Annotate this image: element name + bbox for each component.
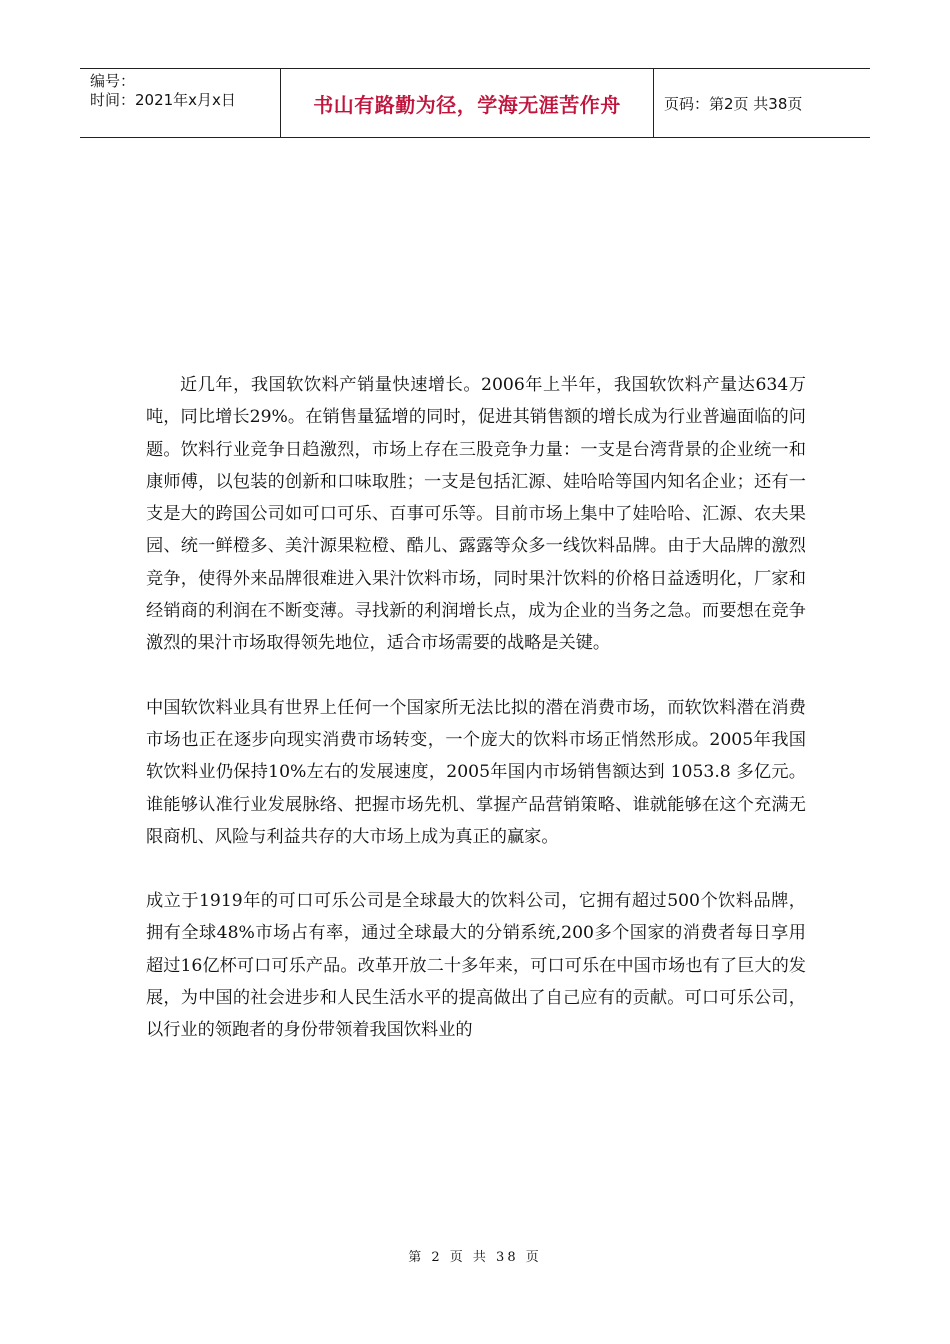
- document-body: [146, 369, 806, 1047]
- page-header: [80, 68, 870, 138]
- header-meta: [80, 69, 281, 137]
- page-footer: 第 2 页 共 38 页: [408, 1250, 542, 1265]
- paragraph: 中国软饮料业具有世界上任何一个国家所无法比拟的潜在消费市场，而软饮料潜在消费市场也正在逐步向现实消费市场转变，一个庞大的饮料市场正悄然形成。2005年我国软饮料业仍保持10%左右的发展速度，2005年国内市场销售额达到 1053.8 多亿元。谁能够认准行业发展脉络、把握市场先机、掌握产品营销策略、谁就能够在这个充满无限商机、风险与利益共存的大市场上成为真正的赢家。: [146, 697, 806, 847]
- header-motto: 书山有路勤为径，学海无涯苦作舟: [281, 69, 654, 137]
- document-time-label: 时间：2021年x月x日: [90, 91, 236, 109]
- paragraph: 成立于1919年的可口可乐公司是全球最大的饮料公司，它拥有超过500个饮料品牌，拥有全球48%市场占有率，通过全球最大的分销系统,200多个国家的消费者每日享用超过16亿杯可口可乐产品。改革开放二十多年来，可口可乐在中国市场也有了巨大的发展，为中国的社会进步和人民生活水平的提高做出了自己应有的贡献。可口可乐公司，以行业的领跑者的身份带领着我国饮料业的: [146, 891, 806, 1041]
- paragraph: 近几年，我国软饮料产销量快速增长。2006年上半年，我国软饮料产量达634万吨，同比增长29%。在销售量猛增的同时，促进其销售额的增长成为行业普遍面临的问题。饮料行业竞争日趋激烈，市场上存在三股竞争力量：一支是台湾背景的企业统一和康师傅，以包装的创新和口味取胜；一支是包括汇源、娃哈哈等国内知名企业；还有一支是大的跨国公司如可口可乐、百事可乐等。目前市场上集中了娃哈哈、汇源、农夫果园、统一鲜橙多、美汁源果粒橙、酷儿、露露等众多一线饮料品牌。由于大品牌的激烈竞争，使得外来品牌很难进入果汁饮料市场，同时果汁饮料的价格日益透明化，厂家和经销商的利润在不断变薄。寻找新的利润增长点，成为企业的当务之急。而要想在竞争激烈的果汁市场取得领先地位，适合市场需要的战略是关键。: [146, 375, 806, 654]
- header-page-info: 页码：第2页 共38页: [664, 94, 803, 113]
- document-number-label: 编号：: [90, 72, 136, 90]
